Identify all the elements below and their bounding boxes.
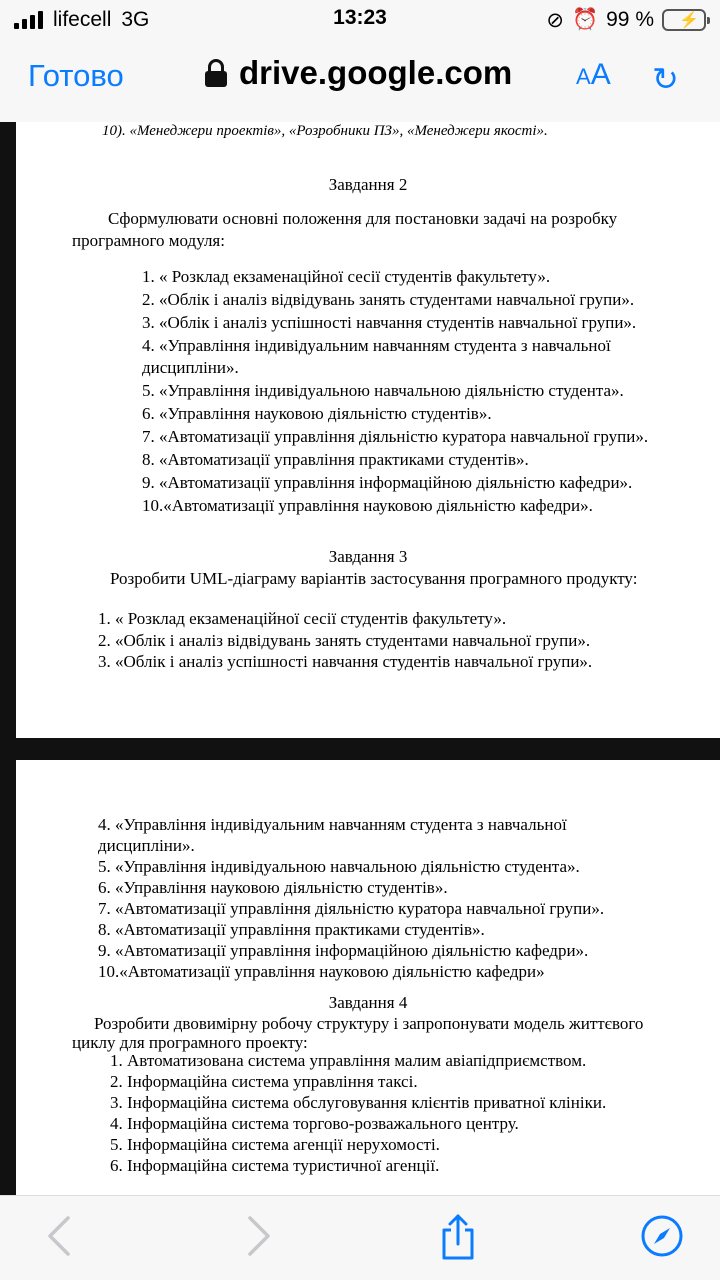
- previous-task-line: 10). «Менеджери проектів», «Розробники ПЗ», «Менеджери якості».: [102, 123, 548, 139]
- browser-nav-bar: [0, 40, 720, 122]
- battery-percent: 99 %: [606, 8, 654, 31]
- done-button[interactable]: Готово: [28, 58, 124, 93]
- task2-title: Завдання 2: [328, 175, 408, 194]
- list-item: 4. «Управління індивідуальним навчанням студента з навчальної: [98, 815, 567, 834]
- task3-intro: Розробити UML-діаграму варіантів застосування програмного продукту:: [110, 569, 638, 588]
- list-item: 1. Автоматизована система управління малим авіапідприємством.: [110, 1051, 587, 1070]
- list-item: дисципліни».: [98, 836, 195, 855]
- url-text: drive.google.com: [239, 54, 513, 91]
- task4-intro-line1: Розробити двовимірну робочу структуру і запропонувати модель життєвого: [94, 1014, 644, 1033]
- chevron-left-icon[interactable]: [44, 1214, 74, 1268]
- list-item: 6. Інформаційна система туристичної агенції.: [110, 1156, 440, 1175]
- list-item: 9. «Автоматизації управління інформаційною діяльністю кафедри».: [98, 941, 589, 960]
- list-item: 2. «Облік і аналіз відвідувань занять студентами навчальної групи».: [142, 290, 635, 309]
- list-item: 3. «Облік і аналіз успішності навчання студентів навчальної групи».: [142, 313, 637, 332]
- compass-icon[interactable]: [640, 1214, 684, 1268]
- list-item: 6. «Управління науковою діяльністю студентів».: [142, 404, 492, 423]
- list-item: 3. Інформаційна система обслуговування клієнтів приватної клініки.: [110, 1093, 607, 1112]
- list-item: 4. Інформаційна система торгово-розважального центру.: [110, 1114, 519, 1133]
- share-icon[interactable]: [440, 1212, 476, 1272]
- list-item: 8. «Автоматизації управління практиками студентів».: [98, 920, 485, 939]
- battery-icon: ⚡: [662, 9, 706, 31]
- list-item: 8. «Автоматизації управління практиками студентів».: [142, 450, 529, 469]
- task3-title: Завдання 3: [328, 547, 408, 566]
- list-item: 3. «Облік і аналіз успішності навчання студентів навчальної групи».: [98, 652, 593, 671]
- chevron-right-icon[interactable]: [244, 1214, 274, 1268]
- network-label: 3G: [121, 8, 150, 31]
- list-item: дисципліни».: [142, 358, 239, 377]
- list-item: 2. Інформаційна система управління таксі.: [110, 1072, 418, 1091]
- alarm-icon: ⏰: [571, 8, 599, 31]
- orientation-lock-icon: ⊘: [546, 8, 564, 32]
- document-viewer[interactable]: [0, 122, 720, 1195]
- list-item: 1. « Розклад екзаменаційної сесії студентів факультету».: [98, 609, 507, 628]
- list-item: 5. «Управління індивідуальною навчальною діяльністю студента».: [142, 381, 624, 400]
- list-item: 10.«Автоматизації управління науковою діяльністю кафедри»: [98, 962, 545, 981]
- status-bar: [0, 0, 720, 40]
- task4-title: Завдання 4: [328, 993, 408, 1012]
- browser-toolbar: [0, 1195, 720, 1280]
- lock-icon: [205, 59, 227, 87]
- document-page-2: [16, 760, 720, 1195]
- document-page-1: [16, 122, 720, 738]
- clock: 13:23: [333, 6, 387, 29]
- text-size-button[interactable]: AA: [576, 58, 611, 91]
- list-item: 9. «Автоматизації управління інформаційною діяльністю кафедри».: [142, 473, 633, 492]
- list-item: 5. «Управління індивідуальною навчальною діяльністю студента».: [98, 857, 580, 876]
- list-item: 7. «Автоматизації управління діяльністю куратора навчальної групи».: [98, 899, 605, 918]
- list-item: 2. «Облік і аналіз відвідувань занять студентами навчальної групи».: [98, 631, 591, 650]
- task2-intro-line1: Сформулювати основні положення для постановки задачі на розробку: [108, 209, 618, 228]
- list-item: 1. « Розклад екзаменаційної сесії студентів факультету».: [142, 267, 551, 286]
- list-item: 6. «Управління науковою діяльністю студентів».: [98, 878, 448, 897]
- task2-intro-line2: програмного модуля:: [72, 231, 225, 250]
- reload-icon[interactable]: ↻: [652, 61, 679, 97]
- list-item: 5. Інформаційна система агенції нерухомості.: [110, 1135, 440, 1154]
- address-bar[interactable]: [205, 54, 512, 92]
- carrier-label: lifecell: [53, 8, 112, 31]
- list-item: 7. «Автоматизації управління діяльністю куратора навчальної групи».: [142, 427, 649, 446]
- task4-intro-line2: циклу для програмного проекту:: [72, 1033, 308, 1052]
- list-item: 4. «Управління індивідуальним навчанням студента з навчальної: [142, 336, 611, 355]
- list-item: 10.«Автоматизації управління науковою діяльністю кафедри».: [142, 496, 593, 515]
- page-gap-scan-remnant: [56, 738, 356, 760]
